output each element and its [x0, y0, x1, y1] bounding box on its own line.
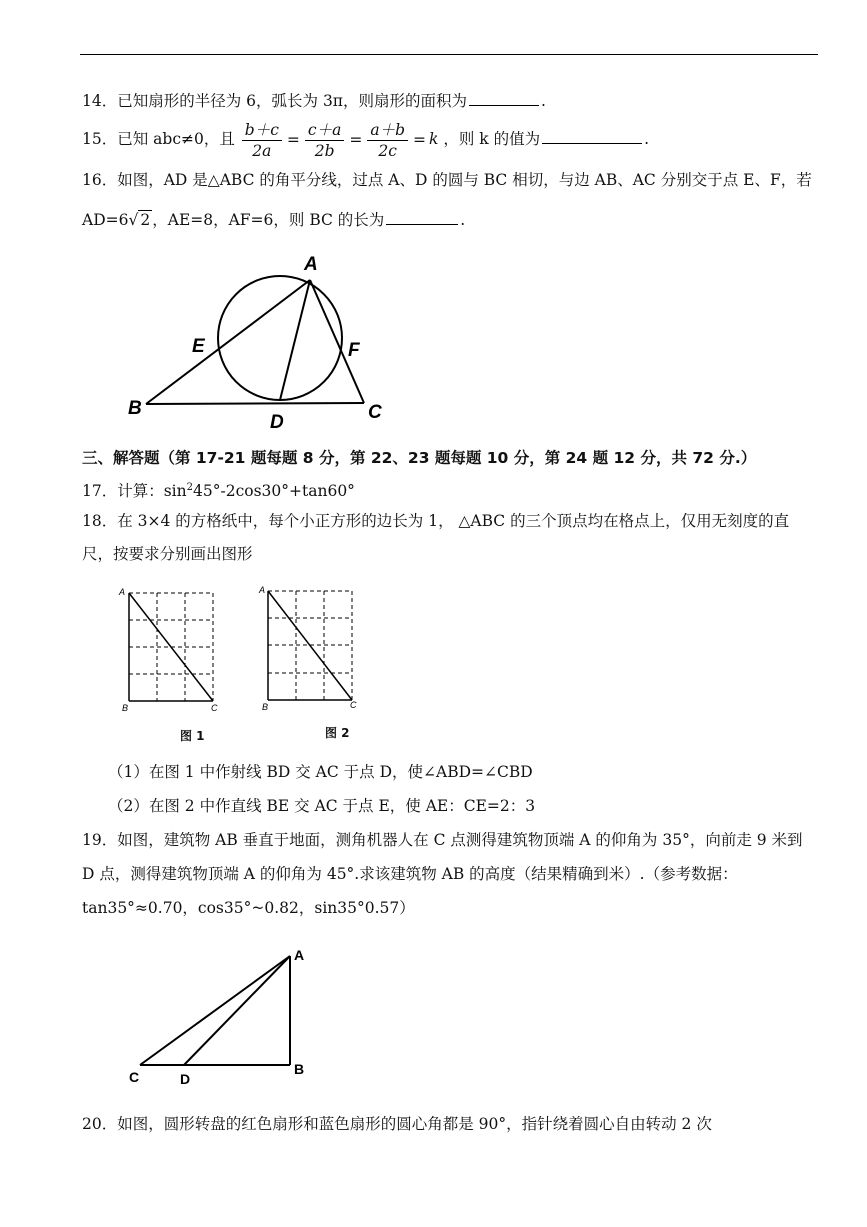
- segment-AB: [146, 280, 310, 404]
- question-18-line2: 尺，按要求分别画出图形: [82, 545, 253, 563]
- label-F: F: [348, 340, 360, 361]
- question-16-line1: 16．如图，AD 是△ABC 的角平分线，过点 A、D 的圆与 BC 相切，与边 AB、AC 分别交于点 E、F，若: [82, 171, 812, 189]
- label-C: C: [368, 402, 382, 423]
- section-heading: 三、解答题（第 17-21 题每题 8 分，第 22、23 题每题 10 分，第 24 题 12 分，共 72 分.）: [82, 449, 757, 467]
- label-B: B: [294, 1061, 305, 1077]
- circle-triangle-figure: [120, 246, 400, 436]
- grid-figure-1: [118, 585, 228, 715]
- question-18-line1: 18．在 3×4 的方格纸中，每个小正方形的边长为 1， △ABC 的三个顶点均在格点上，仅用无刻度的直: [82, 512, 790, 530]
- segment-BC: [146, 403, 364, 404]
- svg-text:C: C: [350, 700, 357, 710]
- label-D: D: [180, 1071, 191, 1087]
- label-C: C: [129, 1069, 140, 1085]
- svg-text:A: A: [119, 587, 126, 597]
- q14-text: 14．已知扇形的半径为 6，弧长为 3π，则扇形的面积为: [82, 92, 467, 110]
- question-17: 17．计算：$\sin^245^\circ-2\cos 30^\circ+\tan 60^\circ$: [82, 482, 355, 501]
- question-16-line2: AD=6√ 2 ，AE=8，AF=6，则 BC 的长为 .: [82, 208, 465, 231]
- header-rule: [80, 54, 818, 55]
- label-D: D: [270, 412, 284, 433]
- question-20: 20．如图，圆形转盘的红色扇形和蓝色扇形的圆心角都是 90°，指针绕着圆心自由转动 2 次: [82, 1115, 712, 1133]
- question-19-line2: D 点，测得建筑物顶端 A 的仰角为 45°.求该建筑物 AB 的高度（结果精确到米）.（参考数据：: [82, 865, 738, 883]
- fraction: $\frac{c+a}{2b}$: [305, 120, 344, 161]
- svg-text:B: B: [122, 703, 129, 713]
- question-14: 14．已知扇形的半径为 6，弧长为 3π，则扇形的面积为 .: [82, 89, 546, 112]
- grid-figure-2: [258, 583, 368, 713]
- question-19-line1: 19．如图，建筑物 AB 垂直于地面，测角机器人在 C 点测得建筑物顶端 A 的仰角为 35°，向前走 9 米到: [82, 831, 803, 849]
- question-19-line3: tan35°≈0.70，cos35°~0.82，sin35°0.57）: [82, 899, 415, 917]
- fraction: $\frac{b+c}{2a}$: [242, 120, 282, 161]
- answer-blank[interactable]: [469, 89, 539, 106]
- question-18-part1: （1）在图 1 中作射线 BD 交 AC 于点 D，使∠ABD=∠CBD: [108, 763, 533, 781]
- svg-text:A: A: [259, 585, 266, 595]
- circle: [218, 276, 342, 400]
- label-A: A: [294, 947, 305, 963]
- question-18-part2: （2）在图 2 中作直线 BE 交 AC 于点 E，使 AE：CE=2：3: [108, 797, 536, 815]
- answer-blank[interactable]: [542, 127, 642, 144]
- label-A: A: [304, 254, 318, 275]
- label-B: B: [128, 398, 142, 419]
- question-15: 15．已知 abc≠0，且 $\frac{b+c}{2a}$ = $\frac{c+a}{2b}$ = $\frac{a+b}{2c}$ = k ，则 k 的值为 .: [82, 120, 650, 160]
- fraction: $\frac{a+b}{2c}$: [367, 120, 408, 161]
- answer-blank[interactable]: [386, 208, 458, 225]
- svg-text:C: C: [211, 703, 218, 713]
- sqrt-symbol: √ 2: [128, 211, 151, 229]
- svg-text:B: B: [262, 702, 269, 712]
- figure-2-caption: 图 2: [325, 726, 350, 740]
- segment-AD: [280, 280, 310, 400]
- building-figure: [120, 940, 320, 1090]
- label-E: E: [192, 336, 205, 357]
- figure-1-caption: 图 1: [180, 729, 205, 743]
